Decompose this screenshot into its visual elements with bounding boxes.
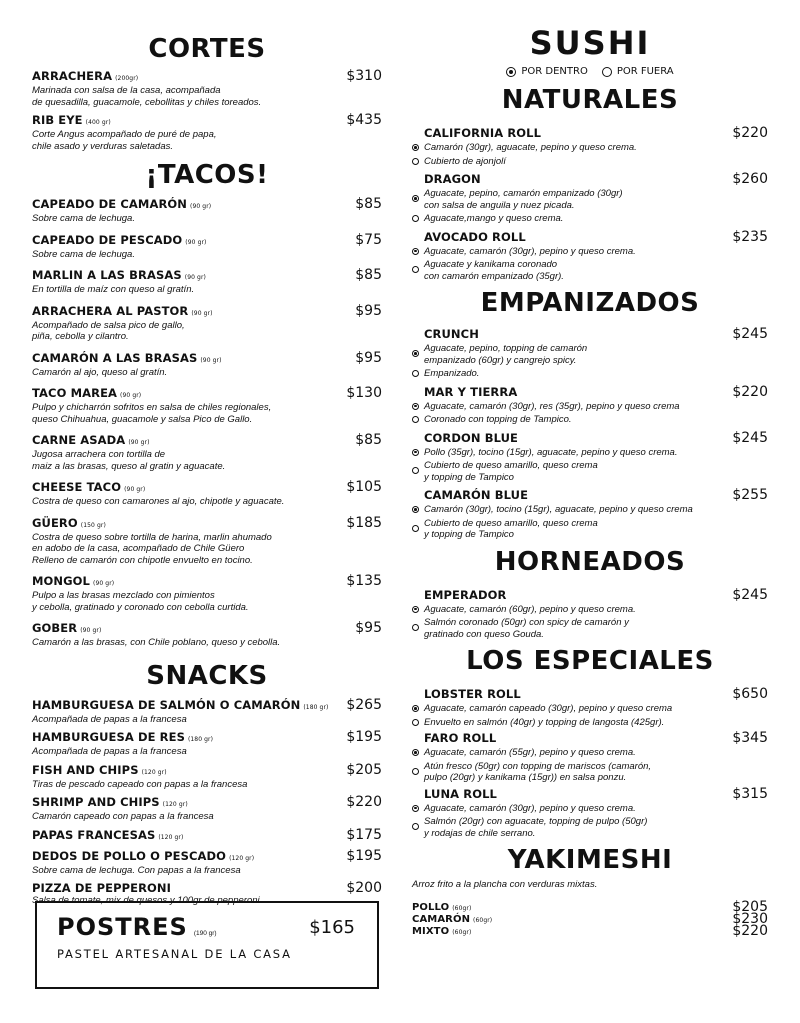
empanizados-list bbox=[412, 328, 768, 541]
item-name-text: CAMARÓN A LAS BRASAS bbox=[32, 350, 198, 365]
item-name bbox=[32, 387, 382, 402]
roll-price: $245 bbox=[732, 586, 768, 603]
item-weight: (180 gr) bbox=[303, 703, 329, 711]
item-name-text: MONGOL bbox=[32, 574, 90, 588]
item-price: $185 bbox=[346, 514, 382, 531]
empty-circle-icon bbox=[412, 719, 419, 726]
sushi-roll bbox=[412, 688, 768, 728]
sushi-roll bbox=[412, 173, 768, 225]
yakimeshi-price: $205 bbox=[732, 898, 768, 915]
item-name bbox=[32, 796, 382, 811]
roll-outside bbox=[412, 460, 768, 483]
yakimeshi-row bbox=[412, 922, 768, 939]
item-description: Sobre cama de lechuga. bbox=[32, 248, 135, 260]
item-weight: (90 gr) bbox=[120, 392, 142, 399]
roll-outside-text: gratinado con queso Gouda. bbox=[424, 628, 544, 640]
yakimeshi-weight: (60gr) bbox=[452, 928, 472, 936]
legend-outside-label: POR FUERA bbox=[616, 66, 674, 77]
item-name bbox=[32, 349, 382, 367]
roll-inside bbox=[412, 447, 768, 459]
roll-name: CAMARÓN BLUE bbox=[424, 488, 529, 502]
roll-outside-text: Cubierto de queso amarillo, queso crema bbox=[424, 517, 598, 529]
item-description: Marinada con salsa de la casa, acompañada bbox=[32, 85, 221, 96]
roll-name: FARO ROLL bbox=[424, 731, 497, 745]
item-weight: (90 gr) bbox=[184, 274, 206, 281]
item-description: de quesadilla, guacamole, cebollitas y chiles toreados. bbox=[32, 96, 262, 108]
filled-circle-icon bbox=[412, 248, 419, 255]
roll-name: MAR Y TIERRA bbox=[424, 384, 518, 399]
item-name-text: ARRACHERA bbox=[32, 69, 113, 83]
sushi-roll bbox=[412, 785, 768, 840]
item-description: En tortilla de maíz con queso al gratín. bbox=[32, 284, 195, 295]
roll-inside bbox=[412, 343, 768, 366]
item-weight: (90 gr) bbox=[185, 238, 207, 246]
roll-inside-text: Aguacate, pepino, camarón empanizado (30gr) bbox=[424, 188, 623, 199]
item-description: chile asado y verduras saletadas. bbox=[32, 140, 173, 152]
filled-circle-icon bbox=[412, 705, 419, 712]
empty-circle-icon bbox=[412, 158, 419, 165]
item-name bbox=[32, 114, 382, 129]
menu-item bbox=[32, 481, 382, 508]
item-description: Camarón a las brasas, con Chile poblano, queso y cebolla. bbox=[32, 637, 281, 648]
roll-price: $650 bbox=[732, 686, 768, 702]
legend-outside bbox=[602, 66, 674, 77]
roll-inside-text: Aguacate, camarón capeado (30gr), pepino y queso crema bbox=[424, 703, 673, 714]
menu-item bbox=[32, 826, 382, 844]
item-name bbox=[32, 434, 382, 449]
roll-price: $245 bbox=[732, 429, 768, 446]
sushi-roll bbox=[412, 127, 768, 167]
roll-outside bbox=[412, 761, 768, 784]
roll-inside-text: Pollo (35gr), tocino (15gr), aguacate, pepino y queso crema. bbox=[424, 446, 678, 458]
item-weight: (90 gr) bbox=[93, 580, 115, 587]
item-name bbox=[32, 622, 382, 637]
item-name-text: CARNE ASADA bbox=[32, 433, 126, 447]
sushi-roll bbox=[412, 328, 768, 380]
roll-outside bbox=[412, 213, 768, 225]
filled-circle-icon bbox=[412, 805, 419, 812]
item-price: $200 bbox=[346, 880, 382, 896]
tacos-list bbox=[32, 198, 382, 649]
roll-name: CRUNCH bbox=[424, 327, 479, 341]
menu-item bbox=[32, 761, 382, 791]
legend-inside-label: POR DENTRO bbox=[521, 66, 588, 77]
roll-outside bbox=[412, 617, 768, 640]
item-description: Pulpo a las brasas mezclado con pimientos bbox=[32, 590, 215, 601]
roll-inside bbox=[412, 142, 768, 154]
yakimeshi-weight: (60gr) bbox=[473, 916, 493, 924]
empty-circle-icon bbox=[412, 266, 419, 273]
roll-outside-text: Atún fresco (50gr) con topping de mariscos (camarón, bbox=[424, 760, 652, 772]
item-description: Camarón capeado con papas a la francesa bbox=[32, 811, 214, 822]
roll-outside-text: Coronado con topping de Tampico. bbox=[424, 414, 572, 425]
item-name bbox=[32, 198, 382, 213]
roll-name: DRAGON bbox=[424, 172, 481, 186]
item-weight: (90 gr) bbox=[80, 627, 102, 634]
menu-item bbox=[32, 114, 382, 152]
item-name-text: ARRACHERA AL PASTOR bbox=[32, 303, 189, 318]
item-weight: (180 gr) bbox=[187, 736, 214, 743]
item-description: Tiras de pescado capeado con papas a la francesa bbox=[32, 778, 248, 790]
roll-price: $220 bbox=[732, 125, 768, 141]
item-weight: (200gr) bbox=[115, 75, 139, 82]
postres-desc: PASTEL ARTESANAL DE LA CASA bbox=[57, 947, 292, 961]
item-name bbox=[32, 731, 382, 746]
yakimeshi-row bbox=[412, 910, 768, 927]
empty-circle-icon bbox=[412, 823, 419, 830]
item-description: Sobre cama de lechuga. bbox=[32, 213, 135, 224]
item-description: Acompañada de papas a la francesa bbox=[32, 713, 187, 725]
roll-outside-text: Envuelto en salmón (40gr) y topping de langosta (425gr). bbox=[424, 716, 665, 728]
roll-inside-text: Aguacate, camarón (30gr), pepino y queso crema. bbox=[424, 245, 636, 257]
roll-price: $245 bbox=[732, 326, 768, 342]
roll-outside-text: Aguacate,mango y queso crema. bbox=[424, 213, 564, 224]
sushi-roll bbox=[412, 228, 768, 283]
item-price: $75 bbox=[355, 231, 382, 248]
roll-outside-text: y rodajas de chile serrano. bbox=[424, 827, 536, 839]
item-name-text: PAPAS FRANCESAS bbox=[32, 827, 156, 842]
item-description: Relleno de camarón con chipotle envuelto en tocino. bbox=[32, 554, 253, 566]
roll-inside bbox=[412, 703, 768, 715]
item-price: $95 bbox=[355, 349, 382, 366]
roll-name: AVOCADO ROLL bbox=[424, 229, 526, 244]
yakimeshi-list bbox=[412, 898, 768, 939]
roll-outside bbox=[412, 518, 768, 541]
empty-circle-icon bbox=[412, 467, 419, 474]
roll-price: $255 bbox=[732, 487, 768, 503]
roll-outside bbox=[412, 156, 768, 168]
roll-price: $315 bbox=[732, 785, 768, 802]
item-name bbox=[32, 575, 382, 590]
item-name bbox=[32, 231, 382, 249]
filled-circle-icon bbox=[412, 350, 419, 357]
roll-name: LOBSTER ROLL bbox=[424, 687, 521, 701]
roll-outside bbox=[412, 259, 768, 282]
roll-inside-text: con salsa de anguila y nuez picada. bbox=[424, 199, 575, 211]
item-name-text: GOBER bbox=[32, 621, 78, 635]
yakimeshi-row bbox=[412, 898, 768, 915]
roll-price: $260 bbox=[732, 171, 768, 187]
roll-outside bbox=[412, 717, 768, 729]
cortes-list bbox=[32, 70, 382, 152]
empanizados-heading: EMPANIZADOS bbox=[480, 288, 700, 318]
item-weight: (120 gr) bbox=[229, 854, 255, 862]
filled-circle-icon bbox=[412, 449, 419, 456]
menu-item bbox=[32, 269, 382, 296]
especiales-heading: LOS ESPECIALES bbox=[466, 646, 714, 676]
especiales-list bbox=[412, 688, 768, 839]
item-price: $85 bbox=[355, 196, 382, 212]
roll-name: LUNA ROLL bbox=[424, 786, 497, 801]
horneados-list bbox=[412, 586, 768, 641]
menu-item bbox=[32, 575, 382, 613]
item-price: $135 bbox=[346, 573, 382, 589]
item-price: $435 bbox=[346, 112, 382, 128]
roll-outside-text: Salmón coronado (50gr) con spicy de camarón y bbox=[424, 617, 629, 628]
item-price: $265 bbox=[346, 696, 382, 713]
empty-circle-icon bbox=[412, 624, 419, 631]
postres-box bbox=[35, 901, 379, 989]
postres-weight: (190 gr) bbox=[193, 930, 217, 937]
item-description: Costra de queso con camarones al ajo, chipotle y aguacate. bbox=[32, 496, 285, 507]
roll-outside-text: con camarón empanizado (35gr). bbox=[424, 270, 564, 282]
menu-item bbox=[32, 231, 382, 261]
menu-item bbox=[32, 847, 382, 877]
item-weight: (120 gr) bbox=[158, 833, 184, 841]
item-price: $130 bbox=[346, 385, 382, 401]
item-price: $105 bbox=[346, 479, 382, 495]
item-name-text: DEDOS DE POLLO O PESCADO bbox=[32, 848, 227, 863]
item-name-text: SHRIMP AND CHIPS bbox=[32, 795, 160, 809]
menu-item bbox=[32, 302, 382, 343]
sushi-roll bbox=[412, 732, 768, 784]
sushi-roll bbox=[412, 383, 768, 426]
snacks-heading: SNACKS bbox=[146, 660, 268, 691]
item-price: $310 bbox=[346, 68, 382, 84]
menu-item bbox=[32, 387, 382, 425]
roll-name: EMPERADOR bbox=[424, 587, 507, 602]
item-name-text: HAMBURGUESA DE SALMÓN O CAMARÓN bbox=[32, 697, 301, 712]
item-price: $195 bbox=[346, 729, 382, 745]
roll-outside bbox=[412, 816, 768, 839]
roll-inside-text: Aguacate, camarón (30gr), pepino y queso crema. bbox=[424, 802, 636, 814]
item-name bbox=[32, 70, 382, 85]
roll-inside bbox=[412, 604, 768, 616]
item-description: piña, cebolla y cilantro. bbox=[32, 331, 129, 342]
roll-inside-text: Aguacate, camarón (30gr), res (35gr), pepino y queso crema bbox=[424, 400, 680, 412]
item-price: $195 bbox=[346, 847, 382, 864]
roll-inside-text: empanizado (60gr) y cangrejo spicy. bbox=[424, 354, 577, 366]
yakimeshi-price: $220 bbox=[732, 922, 768, 939]
item-price: $95 bbox=[355, 302, 382, 319]
menu-item bbox=[32, 349, 382, 379]
roll-inside-text: Aguacate, pepino, topping de camarón bbox=[424, 343, 588, 354]
cortes-heading: CORTES bbox=[148, 34, 266, 64]
item-description: Jugosa arrachera con tortilla de bbox=[32, 449, 166, 460]
item-name bbox=[32, 696, 382, 714]
menu-item bbox=[32, 434, 382, 472]
roll-inside-text: Camarón (30gr), aguacate, pepino y queso crema. bbox=[424, 142, 637, 153]
sushi-roll bbox=[412, 489, 768, 541]
item-weight: (120 gr) bbox=[141, 768, 167, 776]
tacos-heading: ¡TACOS! bbox=[145, 160, 269, 190]
right-column bbox=[412, 0, 768, 937]
item-description: y cebolla, gratinado y coronado con cebolla curtida. bbox=[32, 601, 249, 613]
roll-name: CALIFORNIA ROLL bbox=[424, 126, 542, 140]
item-price: $95 bbox=[355, 620, 382, 636]
item-name-text: HAMBURGUESA DE RES bbox=[32, 730, 185, 744]
item-name-text: MARLIN A LAS BRASAS bbox=[32, 268, 182, 282]
item-name bbox=[32, 847, 382, 865]
item-weight: (90 gr) bbox=[128, 439, 150, 446]
menu-item bbox=[32, 696, 382, 726]
horneados-heading: HORNEADOS bbox=[494, 546, 686, 577]
yakimeshi-weight: (60gr) bbox=[452, 904, 472, 912]
item-description: queso Chihuahua, guacamole y salsa Pico de Gallo. bbox=[32, 413, 253, 425]
filled-circle-icon bbox=[412, 606, 419, 613]
roll-outside-text: pulpo (20gr) y kanikama (15gr)) en salsa ponzu. bbox=[424, 772, 627, 783]
filled-circle-icon bbox=[506, 67, 516, 77]
item-name-text: PIZZA DE PEPPERONI bbox=[32, 881, 172, 895]
yakimeshi-price: $230 bbox=[732, 910, 768, 927]
item-description: Corte Angus acompañado de puré de papa, bbox=[32, 129, 217, 140]
yakimeshi-name-text: MIXTO bbox=[412, 925, 450, 937]
item-description: Camarón al ajo, queso al gratín. bbox=[32, 366, 168, 378]
naturales-heading: NATURALES bbox=[501, 85, 679, 115]
menu-item bbox=[32, 514, 382, 567]
item-name bbox=[32, 882, 382, 895]
sushi-roll bbox=[412, 429, 768, 484]
empty-circle-icon bbox=[412, 370, 419, 377]
roll-outside-text: Salmón (20gr) con aguacate, topping de pulpo (50gr) bbox=[424, 816, 648, 827]
item-description: Salsa de tomate, mix de quesos y 100gr de pepperoni bbox=[32, 895, 260, 906]
item-name-text: GÜERO bbox=[32, 515, 78, 530]
item-name bbox=[32, 269, 382, 284]
legend-inside bbox=[506, 66, 587, 77]
roll-outside bbox=[412, 368, 768, 380]
item-description: Sobre cama de lechuga. Con papas a la francesa bbox=[32, 864, 241, 876]
item-description: maiz a las brasas, queso al gratin y aguacate. bbox=[32, 460, 226, 472]
item-name bbox=[32, 826, 382, 844]
empty-circle-icon bbox=[412, 525, 419, 532]
item-weight: (90 gr) bbox=[190, 203, 212, 210]
postres-price: $165 bbox=[309, 917, 355, 938]
roll-outside bbox=[412, 414, 768, 426]
item-weight: (90 gr) bbox=[191, 309, 213, 317]
item-name bbox=[32, 481, 382, 496]
sushi-roll bbox=[412, 586, 768, 641]
roll-inside bbox=[412, 747, 768, 759]
item-name-text: FISH AND CHIPS bbox=[32, 762, 139, 777]
empty-circle-icon bbox=[412, 768, 419, 775]
item-name bbox=[32, 761, 382, 779]
item-price: $205 bbox=[346, 761, 382, 778]
yakimeshi-desc: Arroz frito a la plancha con verduras mixtas. bbox=[412, 879, 598, 890]
roll-outside-text: y topping de Tampico bbox=[424, 471, 514, 483]
item-price: $85 bbox=[355, 267, 382, 283]
yakimeshi-name-text: CAMARÓN bbox=[412, 913, 471, 925]
item-name bbox=[32, 302, 382, 320]
roll-name: CORDON BLUE bbox=[424, 430, 518, 445]
item-name-text: RIB EYE bbox=[32, 113, 83, 127]
roll-outside-text: Cubierto de ajonjolí bbox=[424, 155, 506, 167]
roll-price: $220 bbox=[732, 383, 768, 400]
roll-inside bbox=[412, 401, 768, 413]
roll-inside bbox=[412, 246, 768, 258]
menu-item bbox=[32, 70, 382, 108]
item-weight: (90 gr) bbox=[124, 486, 146, 493]
item-weight: (150 gr) bbox=[80, 521, 106, 529]
filled-circle-icon bbox=[412, 506, 419, 513]
item-weight: (400 gr) bbox=[85, 119, 111, 126]
menu-item bbox=[32, 198, 382, 225]
menu-item bbox=[32, 731, 382, 758]
menu-item bbox=[32, 622, 382, 649]
item-name bbox=[32, 514, 382, 532]
item-weight: (120 gr) bbox=[162, 801, 188, 808]
left-column bbox=[32, 0, 382, 913]
menu-item bbox=[32, 796, 382, 823]
roll-inside-text: Camarón (30gr), tocino (15gr), aguacate, pepino y queso crema bbox=[424, 504, 693, 515]
item-name-text: CHEESE TACO bbox=[32, 480, 122, 494]
filled-circle-icon bbox=[412, 749, 419, 756]
sushi-legend bbox=[412, 66, 768, 77]
snacks-list bbox=[32, 696, 382, 907]
empty-circle-icon bbox=[602, 67, 612, 77]
item-name-text: TACO MAREA bbox=[32, 386, 118, 400]
item-weight: (90 gr) bbox=[200, 356, 222, 364]
postres-title: POSTRES bbox=[57, 913, 188, 941]
item-description: Pulpo y chicharrón sofritos en salsa de chiles regionales, bbox=[32, 402, 272, 413]
roll-inside-text: Aguacate, camarón (55gr), pepino y queso crema. bbox=[424, 747, 636, 758]
item-description: en adobo de la casa, acompañado de Chile Güero bbox=[32, 543, 245, 554]
item-description: Costra de queso sobre tortilla de harina, marlin ahumado bbox=[32, 531, 272, 543]
item-price: $220 bbox=[346, 794, 382, 810]
roll-outside-text: y topping de Tampico bbox=[424, 529, 514, 540]
roll-outside-text: Aguacate y kanikama coronado bbox=[424, 259, 558, 270]
roll-price: $235 bbox=[732, 228, 768, 245]
item-name-text: CAPEADO DE PESCADO bbox=[32, 232, 183, 247]
roll-inside bbox=[412, 504, 768, 516]
naturales-list bbox=[412, 127, 768, 282]
roll-outside-text: Empanizado. bbox=[424, 368, 480, 379]
roll-inside bbox=[412, 803, 768, 815]
item-price: $175 bbox=[346, 826, 382, 843]
roll-inside-text: Aguacate, camarón (60gr), pepino y queso crema. bbox=[424, 603, 636, 615]
roll-price: $345 bbox=[732, 730, 768, 746]
empty-circle-icon bbox=[412, 215, 419, 222]
sushi-heading: SUSHI bbox=[529, 24, 651, 62]
filled-circle-icon bbox=[412, 144, 419, 151]
item-description: Acompañado de salsa pico de gallo, bbox=[32, 319, 185, 331]
empty-circle-icon bbox=[412, 416, 419, 423]
filled-circle-icon bbox=[412, 403, 419, 410]
item-description: Acompañada de papas a la francesa bbox=[32, 746, 187, 757]
item-name-text: CAPEADO DE CAMARÓN bbox=[32, 197, 187, 211]
filled-circle-icon bbox=[412, 195, 419, 202]
roll-inside bbox=[412, 188, 768, 211]
yakimeshi-name bbox=[412, 922, 768, 939]
yakimeshi-name-text: POLLO bbox=[412, 901, 450, 913]
yakimeshi-heading: YAKIMESHI bbox=[507, 845, 673, 875]
item-price: $85 bbox=[355, 432, 382, 448]
roll-outside-text: Cubierto de queso amarillo, queso crema bbox=[424, 460, 598, 471]
